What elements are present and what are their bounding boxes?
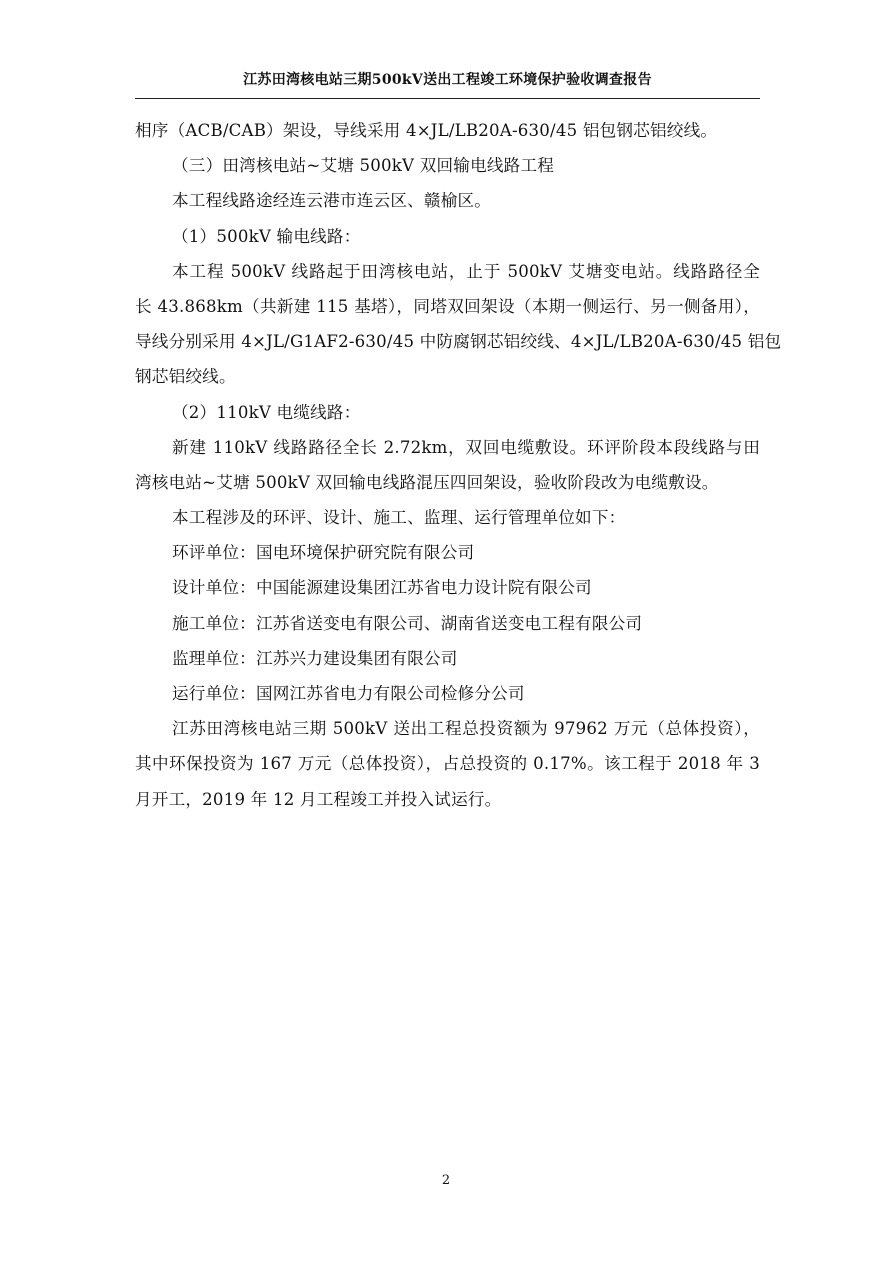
text-line: 相序（ACB/CAB）架设，导线采用 4×JL/LB20A-630/45 铝包钢芯铝绞线。 <box>135 121 718 140</box>
text-line: 本工程 500kV 线路起于田湾核电站，止于 500kV 艾塘变电站。线路路径全 <box>172 261 760 281</box>
text-line: 导线分别采用 4×JL/G1AF2-630/45 中防腐钢芯铝绞线、4×JL/LB20A-630/45 铝包 <box>135 332 782 352</box>
text-line: 本工程线路途经连云港市连云区、赣榆区。 <box>172 191 492 211</box>
subsection-heading: （1）500kV 输电线路： <box>172 226 361 246</box>
text-line: 江苏田湾核电站三期 500kV 送出工程总投资额为 97962 万元（总体投资）， <box>172 719 760 739</box>
unit-line-operation: 运行单位：国网江苏省电力有限公司检修分公司 <box>172 684 525 703</box>
unit-line-supervision: 监理单位：江苏兴力建设集团有限公司 <box>172 648 458 668</box>
text-line: 月开工，2019 年 12 月工程竣工并投入试运行。 <box>135 789 502 809</box>
document-body <box>135 113 782 817</box>
unit-line-construction: 施工单位：江苏省送变电有限公司、湖南省送变电工程有限公司 <box>172 613 643 633</box>
unit-line-eia: 环评单位：国电环境保护研究院有限公司 <box>172 543 475 563</box>
text-line: 新建 110kV 线路路径全长 2.72km，双回电缆敷设。环评阶段本段线路与田 <box>172 437 760 457</box>
unit-line-design: 设计单位：中国能源建设集团江苏省电力设计院有限公司 <box>172 578 592 598</box>
text-line: 其中环保投资为 167 万元（总体投资），占总投资的 0.17%。该工程于 2018 年 3 <box>135 754 760 774</box>
page-header-title: 江苏田湾核电站三期500kV送出工程竣工环境保护验收调查报告 <box>243 72 652 88</box>
text-line: 钢芯铝绞线。 <box>135 367 236 387</box>
text-line: 长 43.868km（共新建 115 基塔），同塔双回架设（本期一侧运行、另一侧备用）， <box>135 296 760 316</box>
header-rule <box>135 98 760 99</box>
subsection-heading: （2）110kV 电缆线路： <box>172 402 361 422</box>
section-heading: （三）田湾核电站~艾塘 500kV 双回输电线路工程 <box>172 156 555 176</box>
text-line: 湾核电站~艾塘 500kV 双回输电线路混压四回架设，验收阶段改为电缆敷设。 <box>135 472 719 492</box>
text-line: 本工程涉及的环评、设计、施工、监理、运行管理单位如下： <box>172 508 626 528</box>
page-number: 2 <box>441 1173 451 1188</box>
